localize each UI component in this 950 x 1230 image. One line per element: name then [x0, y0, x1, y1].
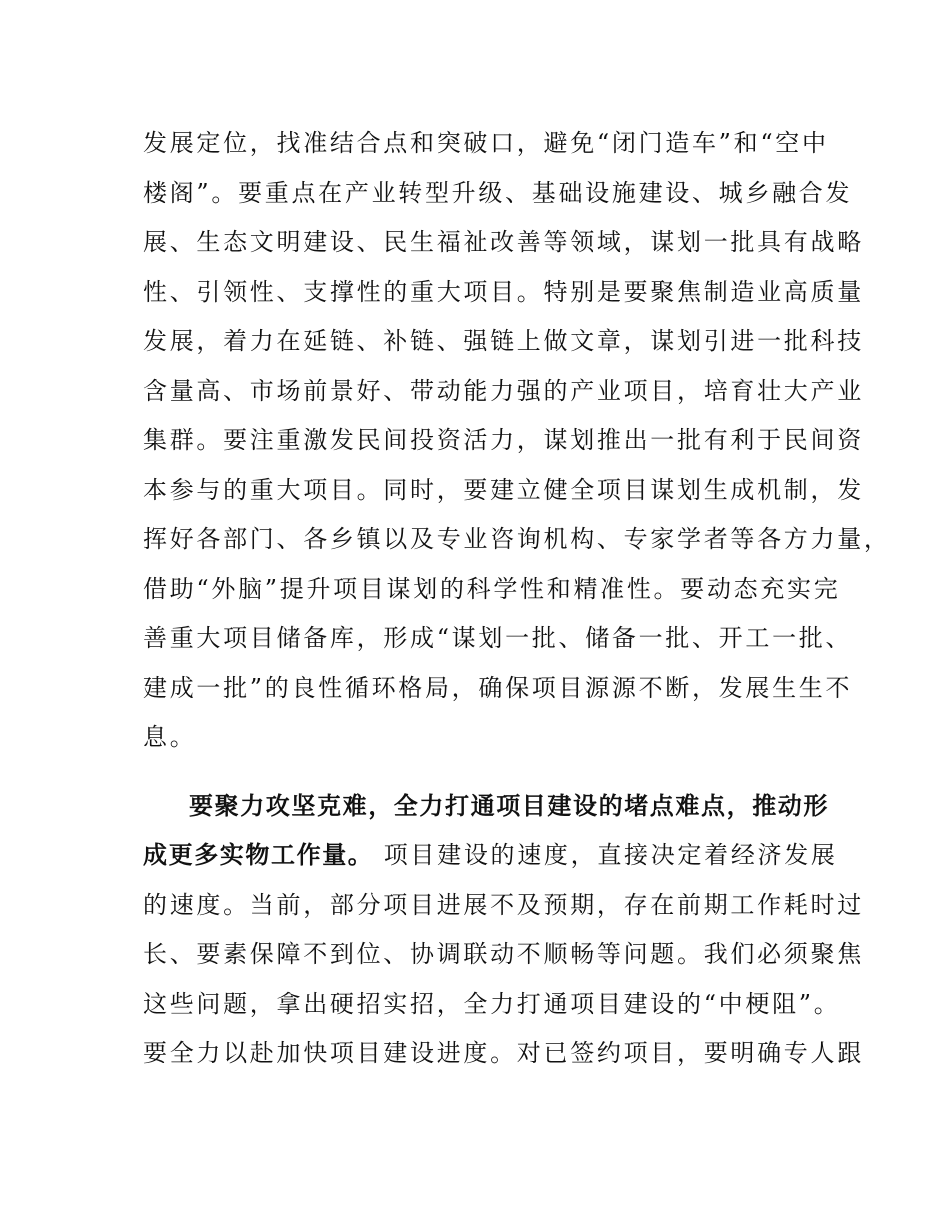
body-text: 发展定位，找准结合点和突破口，避免“闭门造车”和“空中	[143, 129, 829, 157]
text-line	[143, 939, 864, 969]
body-text: 这些问题，拿出硬招实招，全力打通项目建设的“中梗阻”。	[143, 990, 841, 1018]
text-line	[143, 722, 196, 752]
text-line	[143, 376, 864, 406]
body-text: 发展，着力在延链、补链、强链上做文章，谋划引进一批科技	[143, 327, 864, 355]
text-line	[143, 128, 829, 158]
text-line	[189, 791, 829, 821]
body-text: 挥好各部门、各乡镇以及专业咨询机构、专家学者等各方力量，	[143, 525, 891, 553]
body-text: 性、引领性、支撑性的重大项目。特别是要聚焦制造业高质量	[143, 278, 864, 306]
text-line	[143, 475, 864, 505]
bold-heading-text: 要聚力攻坚克难，全力打通项目建设的堵点难点，推动形	[189, 791, 829, 820]
body-text: 含量高、市场前景好、带动能力强的产业项目，培育壮大产业	[143, 377, 864, 405]
body-text: 借助“外脑”提升项目谋划的科学性和精准性。要动态充实完	[143, 575, 841, 603]
body-text: 项目建设的速度，直接决定着经济发展	[373, 841, 838, 869]
text-line	[143, 524, 891, 554]
text-line	[143, 623, 852, 653]
body-text: 本参与的重大项目。同时，要建立健全项目谋划生成机制，发	[143, 476, 864, 504]
text-line	[143, 673, 852, 703]
text-line	[143, 574, 840, 604]
text-line	[143, 178, 852, 208]
body-text: 集群。要注重激发民间投资活力，谋划推出一批有利于民间资	[143, 426, 864, 454]
text-line	[143, 840, 838, 870]
body-text: 息。	[143, 723, 197, 751]
text-line	[143, 425, 864, 455]
bold-heading-text: 成更多实物工作量。	[143, 840, 374, 869]
body-text: 善重大项目储备库，形成“谋划一批、储备一批、开工一批、	[143, 624, 853, 652]
text-line	[143, 277, 864, 307]
text-line	[143, 890, 864, 920]
text-line	[143, 227, 864, 257]
body-text: 长、要素保障不到位、协调联动不顺畅等问题。我们必须聚焦	[143, 940, 864, 968]
text-line	[143, 326, 864, 356]
body-text: 的速度。当前，部分项目进展不及预期，存在前期工作耗时过	[143, 891, 864, 919]
text-line	[143, 1038, 864, 1068]
body-text: 要全力以赴加快项目建设进度。对已签约项目，要明确专人跟	[143, 1039, 864, 1067]
body-text: 展、生态文明建设、民生福祉改善等领域，谋划一批具有战略	[143, 228, 864, 256]
body-text: 楼阁”。要重点在产业转型升级、基础设施建设、城乡融合发	[143, 179, 853, 207]
text-line	[143, 989, 840, 1019]
body-text: 建成一批”的良性循环格局，确保项目源源不断，发展生生不	[143, 674, 853, 702]
